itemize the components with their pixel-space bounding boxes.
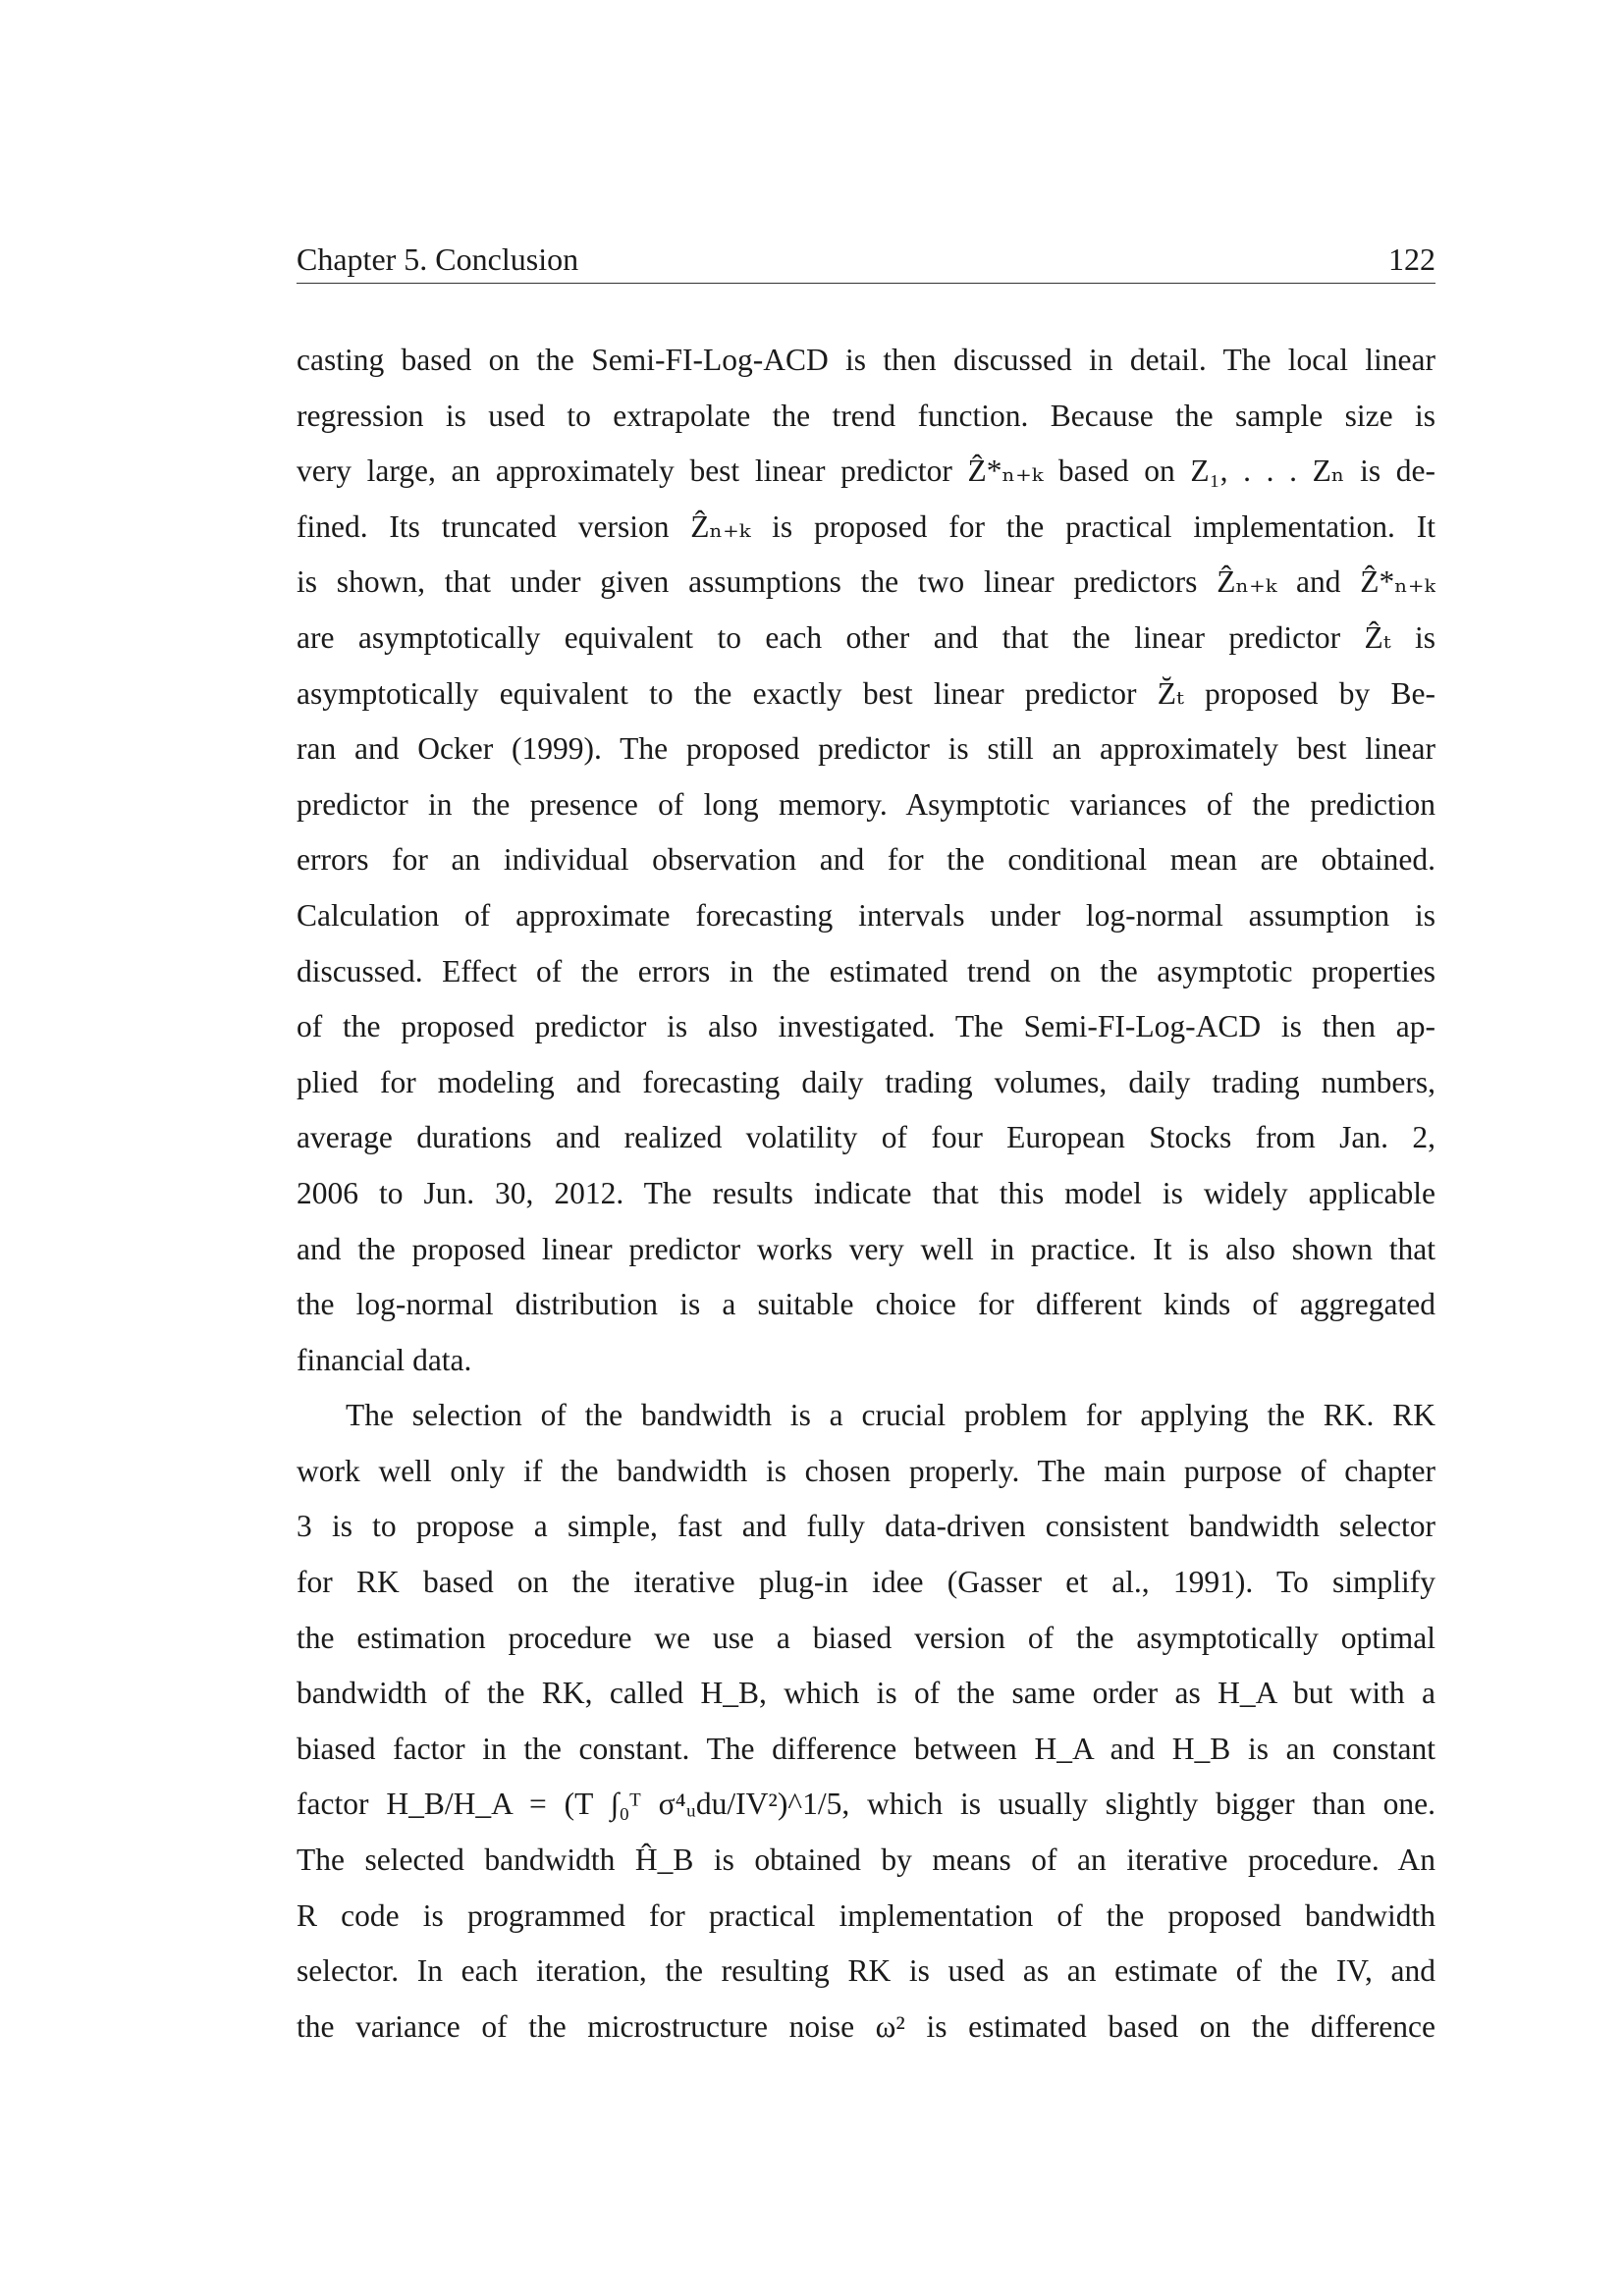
text-line: average durations and realized volatility of four European Stocks from Jan. 2,	[297, 1120, 1435, 1155]
text-line: biased factor in the constant. The difference between H_A and H_B is an constant	[297, 1731, 1435, 1766]
text-line: the log-normal distribution is a suitable choice for different kinds of aggregated	[297, 1287, 1435, 1322]
text-line: are asymptotically equivalent to each other and that the linear predictor Ẑₜ is	[297, 619, 1435, 655]
text-line: casting based on the Semi-FI-Log-ACD is then discussed in detail. The local linear	[297, 343, 1435, 377]
text-line: R code is programmed for practical implementation of the proposed bandwidth	[297, 1897, 1435, 1933]
text-line: bandwidth of the RK, called H_B, which is of the same order as H_A but with a	[297, 1676, 1435, 1711]
paragraph-predictor	[297, 333, 1435, 1388]
text-line: asymptotically equivalent to the exactly best linear predictor Z̆ₜ proposed by Be-	[297, 675, 1435, 711]
text-line: regression is used to extrapolate the trend function. Because the sample size is	[297, 398, 1435, 433]
text-line: is shown, that under given assumptions the two linear predictors Ẑₙ₊ₖ and Ẑ*ₙ₊ₖ	[297, 564, 1435, 600]
text-line: Calculation of approximate forecasting intervals under log-normal assumption is	[297, 897, 1435, 933]
text-line: plied for modeling and forecasting daily trading volumes, daily trading numbers,	[297, 1064, 1435, 1099]
text-line: of the proposed predictor is also investigated. The Semi-FI-Log-ACD is then ap-	[297, 1009, 1435, 1044]
text-line: work well only if the bandwidth is chosen properly. The main purpose of chapter	[297, 1453, 1435, 1488]
text-line: predictor in the presence of long memory. Asymptotic variances of the prediction	[297, 786, 1435, 822]
text-line: financial data.	[297, 1342, 472, 1377]
text-line: discussed. Effect of the errors in the estimated trend on the asymptotic properties	[297, 953, 1435, 988]
text-line: 3 is to propose a simple, fast and fully data-driven consistent bandwidth selector	[297, 1509, 1435, 1544]
chapter-title: Chapter 5. Conclusion	[297, 241, 579, 277]
text-line: ran and Ocker (1999). The proposed predictor is still an approximately best linear	[297, 731, 1435, 767]
text-line: errors for an individual observation and for the conditional mean are obtained.	[297, 842, 1435, 878]
text-line: 2006 to Jun. 30, 2012. The results indicate that this model is widely applicable	[297, 1175, 1435, 1210]
text-line: factor H_B/H_A = (T ∫₀ᵀ σ⁴ᵤdu/IV²)^1/5, which is usually slightly bigger than one.	[297, 1787, 1435, 1822]
page-number: 122	[1388, 241, 1435, 277]
text-line: the variance of the microstructure noise ω² is estimated based on the difference	[297, 2008, 1435, 2044]
paragraph-bandwidth	[297, 1388, 1435, 2055]
text-line: the estimation procedure we use a biased version of the asymptotically optimal	[297, 1620, 1435, 1655]
header-rule	[297, 283, 1435, 284]
text-line: fined. Its truncated version Ẑₙ₊ₖ is proposed for the practical implementation. It	[297, 508, 1435, 544]
text-line: The selection of the bandwidth is a crucial problem for applying the RK. RK	[346, 1398, 1435, 1433]
text-line: and the proposed linear predictor works very well in practice. It is also shown that	[297, 1231, 1435, 1266]
text-line: selector. In each iteration, the resulting RK is used as an estimate of the IV, and	[297, 1953, 1435, 1989]
text-line: The selected bandwidth Ĥ_B is obtained by means of an iterative procedure. An	[297, 1842, 1435, 1878]
running-header	[297, 238, 1435, 281]
text-line: very large, an approximately best linear predictor Ẑ*ₙ₊ₖ based on Z₁, . . . Zₙ is de-	[297, 454, 1435, 489]
body-text	[297, 333, 1435, 2055]
text-line: for RK based on the iterative plug-in idee (Gasser et al., 1991). To simplify	[297, 1565, 1435, 1600]
